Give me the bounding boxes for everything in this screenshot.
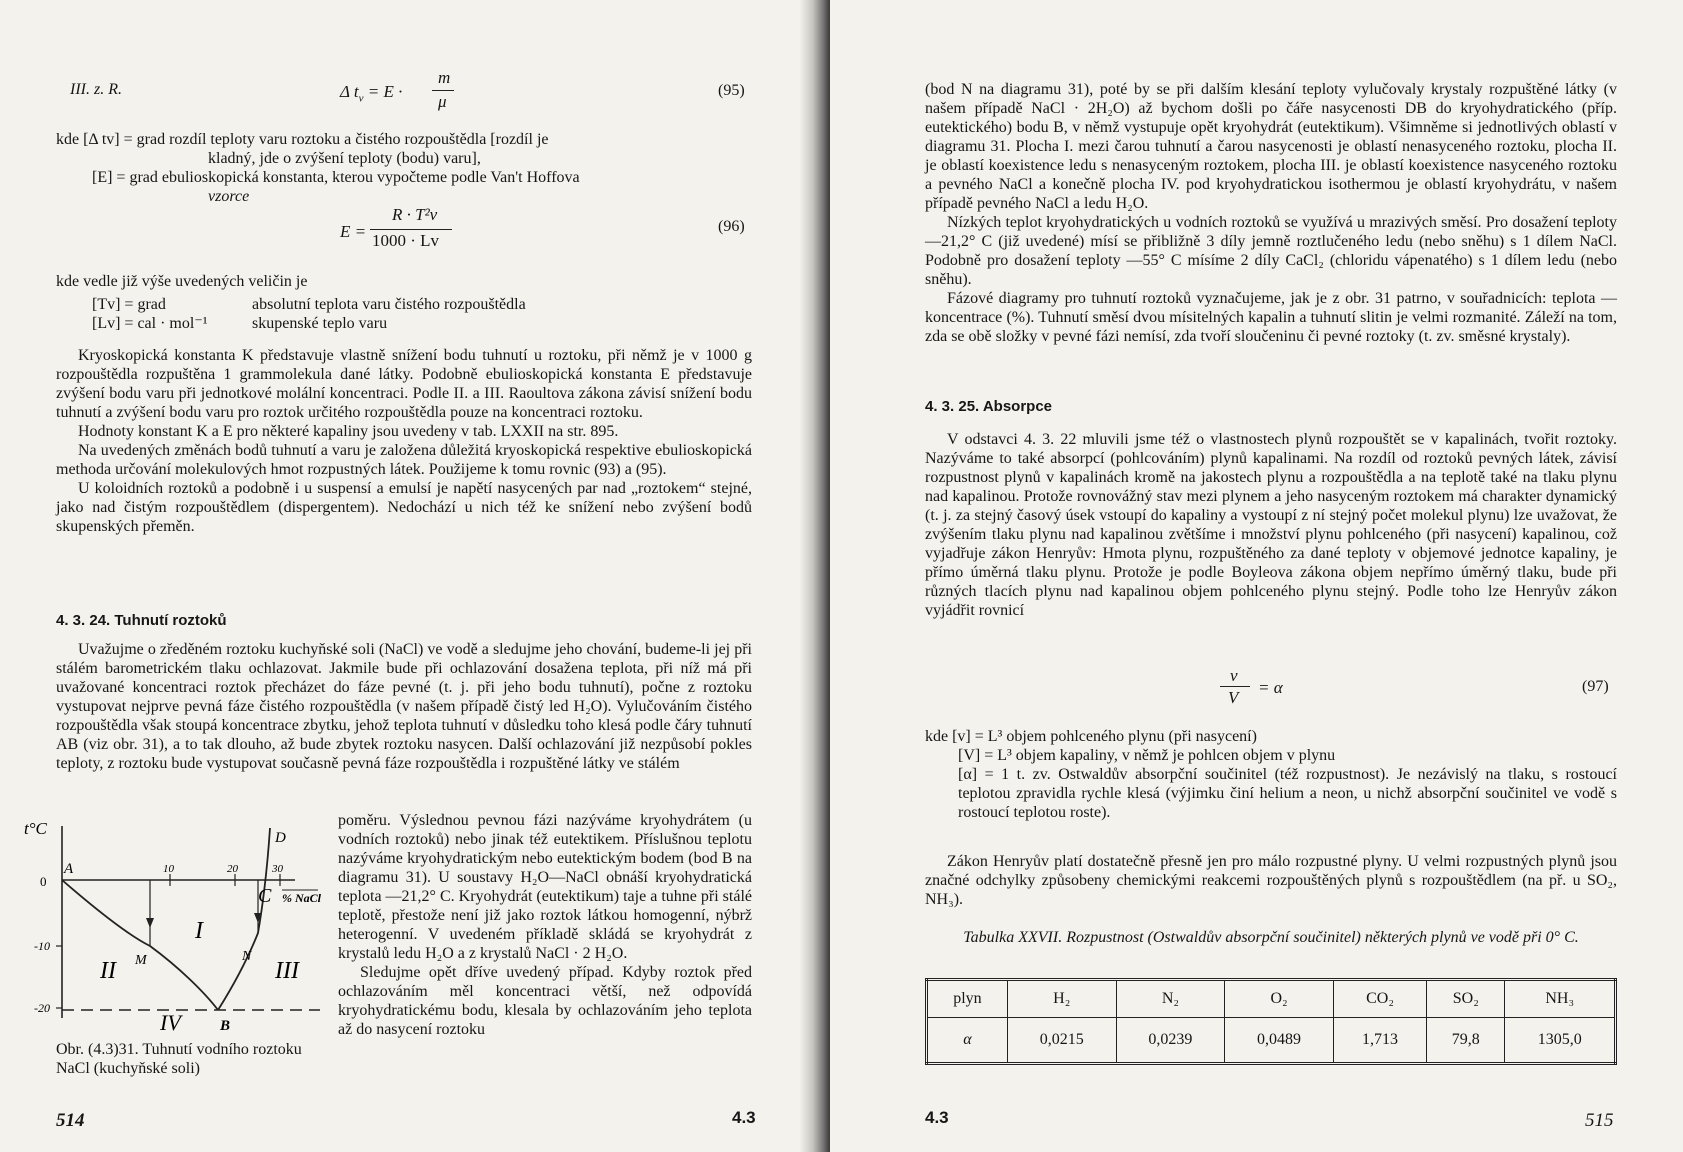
paragraph: Na uvedených změnách bodů tuhnutí a varu je založena důležitá kryoskopická respektive ebulioskopická methoda určování molekulových hmot rozpustných látek. Použijeme k tomu rovnic (93) a (95).	[56, 442, 752, 478]
section-heading-4-3-24: 4. 3. 24. Tuhnutí roztoků	[56, 612, 227, 629]
t-axis-label: t°C	[24, 819, 47, 838]
unit-tv-text: absolutní teplota varu čistého rozpouštědla	[252, 296, 526, 313]
paragraph: Uvažujme o zředěném roztoku kuchyňské soli (NaCl) ve vodě a sledujme jeho chování, budeme-li jej při stálém barometrickém tlaku ochlazovat. Jakmile bude při ochlazování dosažena teplota, při níž má při uvažované koncentraci roztok přecházet do fáze pevné (t. j. při jeho bodu tuhnutí), počne z roztoku vystupovat nejprve pevná fáze čistého rozpouštědla (v našem případě čistý led H₂O). Vylučováním čistého rozpouštědla však stoupá koncentrace zbytku, jehož teplota tuhnutí v důsledku toho klesá podle čáry tuhnutí AB (viz obr. 31), a to tak dlouho, až bude zbytek roztoku nasycen. Další ochlazování již nezpůsobí pokles teploty, z roztoku bude vystupovat současně pevná fáze rozpouštědla i rozpuštěné látky ve stálém	[56, 641, 752, 772]
left-body-2	[56, 640, 752, 773]
paragraph: Nízkých teplot kryohydratických u vodních roztoků se využívá u mrazivých směsí. Pro dosažení teploty —21,2° C (již uvedené) mísí se přibližně 3 díly jemně roztlučeného ledu (nebo sněhu) s 1 dílem NaCl. Podobně pro dosažení teploty —55° C mísíme 2 díly CaCl₂ (chloridu vápenatého) s 1 dílem ledu (nebo sněhu).	[925, 214, 1617, 288]
def-v: kde [v] = L³ objem pohlceného plynu (při nasycení)	[925, 728, 1257, 745]
point-B: B	[220, 1018, 231, 1034]
def-E-cont: vzorce	[208, 188, 250, 205]
top-tick-20: 20	[227, 863, 238, 875]
equation-95: Δ $t_v = E$ · m μ	[340, 70, 480, 110]
solubility-table	[925, 978, 1617, 1065]
table-cell: α	[927, 1018, 1008, 1064]
table-cell: 0,0239	[1116, 1018, 1225, 1064]
def-delta-tv-cont: kladný, jde o zvýšení teploty (bodu) varu],	[208, 150, 481, 167]
point-A: A	[64, 861, 74, 877]
table-cell: N₂	[1116, 980, 1225, 1018]
equation-96: E = R · T²v 1000 · Lv	[340, 205, 480, 255]
x-axis-label: % NaCl	[282, 891, 321, 905]
equation-97: v V = α	[1220, 666, 1340, 712]
table-caption: Tabulka XXVII. Rozpustnost (Ostwaldův absorpční součinitel) některých plynů ve vodě při 0° C.	[963, 929, 1579, 946]
right-page	[830, 0, 1683, 1152]
paragraph: U koloidních roztoků a podobně i u suspensí a emulsí je napětí nasycených par nad „roztokem“ stejné, jako nad čistým rozpouštědlem (dispergentem). Nedochází u nich též ke snížení nebo zvýšení bodů skupenských přeměn.	[56, 480, 752, 535]
def-V: [V] = L³ objem kapaliny, v němž je pohlcen objem v plynu	[958, 747, 1336, 764]
paragraph: Sledujme opět dříve uvedený případ. Kdyby roztok před ochlazováním měl koncentraci větší, než odpovídá kryohydratickému bodu, klesala by ochlazováním jeho teplota až do nasycení roztoku	[338, 964, 752, 1038]
left-page	[0, 0, 820, 1152]
region-I: I	[195, 918, 203, 944]
table-header-row	[927, 980, 1616, 1018]
right-body-3	[925, 852, 1617, 909]
left-body-3	[338, 811, 752, 1039]
table-row	[927, 1018, 1616, 1064]
eq95-label: III. z. R.	[70, 81, 122, 98]
right-body-1	[925, 80, 1617, 346]
paragraph: V odstavci 4. 3. 22 mluvili jsme též o vlastnostech plynů rozpouštět se v kapalinách, tvořit roztoky. Nazýváme to také absorpcí (pohlcováním) plynů kapalinami. Na rozdíl od roztoků pevných látek, závisí rozpustnost plynů v kapalinách kromě na jakostech plynu a rozpouštědla a na teplotě také na tlaku plynu nad kapalinou. Protože rovnovážný stav mezi plynem a jeho nasyceným roztokem má charakter dynamický (t. j. za stejný časový úsek vstoupí do kapaliny a vystoupí z ní stejný počet molekul plynu) lze uvažovat, že zvýšením tlaku plynu nad kapalinou zvětšíme i množství plynu pohlceného (při nasycení) kapalinou, což vyjadřuje zákon Henryův: Hmota plynu, rozpuštěného za dané teploty v objemové jednotce kapaliny, je přímo úměrná tlaku plynu. Protože je podle Boyleova zákona objem nepřímo úměrný tlaku, bude při různých tlacích plynu nad kapalinou objem pohlceného plynu stejný. Podle toho lze Henryův zákon vyjádřit rovnicí	[925, 431, 1617, 619]
table-cell: plyn	[927, 980, 1008, 1018]
tick-minus-20: -20	[34, 1001, 50, 1015]
paragraph: Hodnoty konstant K a E pro některé kapaliny jsou uvedeny v tab. LXXII na str. 895.	[78, 423, 619, 440]
def-alpha: [α] = 1 t. zv. Ostwaldův absorpční součinitel (též rozpustnost). Je nezávislý na tlaku, s rostoucí teplotou zpravidla rychle klesá (výjimku činí helium a neon, u nichž absorpční součinitel ve vodě s rostoucí teplotou roste).	[958, 766, 1617, 821]
section-footer-left: 4.3	[732, 1108, 756, 1127]
def-E: [E] = grad ebulioskopická konstanta, kterou vypočteme podle Van't Hoffova	[92, 169, 580, 186]
saturation-curve-DB	[218, 828, 270, 1010]
point-C: C	[258, 885, 272, 907]
point-N: N	[242, 949, 252, 964]
phase-diagram-figure	[20, 818, 330, 1038]
paragraph: poměru. Výslednou pevnou fázi nazýváme kryohydrátem (u vodních roztoků) nebo jinak též eutektikem. Příslušnou teplotu nazýváme kryohydratickým nebo eutektickým bodem (bod B na diagramu 31). U soustavy H₂O—NaCl obnáší kryohydratická teplota —21,2° C. Kryohydrát (eutektikum) taje a tuhne při stálé teplotě, přestože není již jako roztok látkou homogenní, nýbrž heterogenní. V uvedeném příkladě skládá se kryohydrát z krystalů ledu H₂O a z krystalů NaCl · 2 H₂O.	[338, 812, 752, 962]
paragraph: Kryoskopická konstanta K představuje vlastně snížení bodu tuhnutí u roztoku, při němž je v 1000 g rozpouštědla rozpuštěna 1 grammolekula dané látky. Podobně ebulioskopická konstanta E představuje zvýšení bodu varu při jednotkové molální koncentraci. Podle II. a III. Raoultova zákona závisí snížení bodu tuhnutí a zvýšení bodu varu pro roztok určitého rozpouštědla pouze na koncentraci roztoku.	[56, 347, 752, 421]
section-footer-right: 4.3	[925, 1108, 949, 1127]
left-body-1	[56, 346, 752, 536]
table-cell: CO₂	[1333, 980, 1426, 1018]
region-III: III	[275, 958, 299, 984]
paragraph: (bod N na diagramu 31), poté by se při dalším klesání teploty vylučovaly krystaly rozpuštěné látky (v našem případě NaCl · 2H₂O) až bychom došli po čáře nasycenosti DB do kryohydratického (příp. eutektického) bodu B, v němž vystupuje opět kryohydrát (eutektikum). Všimněme si jednotlivých oblastí v diagramu 31. Plocha I. mezi čarou tuhnutí a čarou nasycenosti je oblastí nenasyceného roztoku, plocha II. je oblastí koexistence ledu s nenasyceným roztokem, plocha III. je oblastí koexistence nasyceného roztoku a pevného NaCl a konečně plocha IV. pod kryohydratickou isothermou je oblastí kryohydrátu, v našem případě pevného NaCl a ledu H₂O.	[925, 81, 1617, 212]
unit-lv-text: skupenské teplo varu	[252, 315, 388, 332]
table-cell: O₂	[1225, 980, 1334, 1018]
unit-lv-symbol: [Lv] = cal · mol⁻¹	[92, 315, 208, 332]
table-cell: 1,713	[1333, 1018, 1426, 1064]
figure-caption: Obr. (4.3)31. Tuhnutí vodního roztoku NaCl (kuchyňské soli)	[56, 1041, 302, 1077]
units-intro: kde vedle již výše uvedených veličin je	[56, 273, 308, 290]
paragraph: Fázové diagramy pro tuhnutí roztoků vyznačujeme, jak je z obr. 31 patrno, v souřadnicích: teplota — koncentrace (%). Tuhnutí směsí dvou mísitelných kapalin a tuhnutí slitin je velmi rozmanité. Záleží na tom, zda se obě složky v pevné fázi nemísí, zda tvoří sloučeninu či pevné roztoky (t. zv. směsné krystaly).	[925, 290, 1617, 345]
right-body-2	[925, 430, 1617, 620]
eq96-number: (96)	[718, 218, 745, 235]
eq97-number: (97)	[1582, 678, 1609, 695]
tick-minus-10: -10	[34, 939, 50, 953]
point-M: M	[135, 953, 147, 968]
tick-0: 0	[40, 874, 47, 889]
table-cell: 79,8	[1427, 1018, 1505, 1064]
region-II: II	[100, 958, 116, 984]
table-cell: H₂	[1007, 980, 1116, 1018]
freezing-curve-AB	[62, 880, 218, 1010]
region-IV: IV	[160, 1010, 181, 1035]
paragraph: Zákon Henryův platí dostatečně přesně jen pro málo rozpustné plyny. U velmi rozpustných plynů jsou značné odchylky způsobeny chemickými reakcemi rozpouštěných plynů s rozpouštědlem (na př. u SO₂, NH₃).	[925, 853, 1617, 908]
table-cell: 0,0489	[1225, 1018, 1334, 1064]
table-cell: NH₃	[1505, 980, 1616, 1018]
table-cell: SO₂	[1427, 980, 1505, 1018]
table-cell: 1305,0	[1505, 1018, 1616, 1064]
point-D: D	[275, 830, 286, 846]
page-number-right: 515	[1585, 1110, 1614, 1131]
top-tick-30: 30	[272, 863, 283, 875]
def-delta-tv: kde [Δ tv] = grad rozdíl teploty varu roztoku a čistého rozpouštědla [rozdíl je	[56, 131, 549, 148]
eq95-number: (95)	[718, 82, 745, 99]
unit-tv-symbol: [Tv] = grad	[92, 296, 166, 313]
section-heading-4-3-25: 4. 3. 25. Absorpce	[925, 398, 1053, 415]
top-tick-10: 10	[163, 863, 174, 875]
page-number-left: 514	[56, 1110, 85, 1131]
table-cell: 0,0215	[1007, 1018, 1116, 1064]
